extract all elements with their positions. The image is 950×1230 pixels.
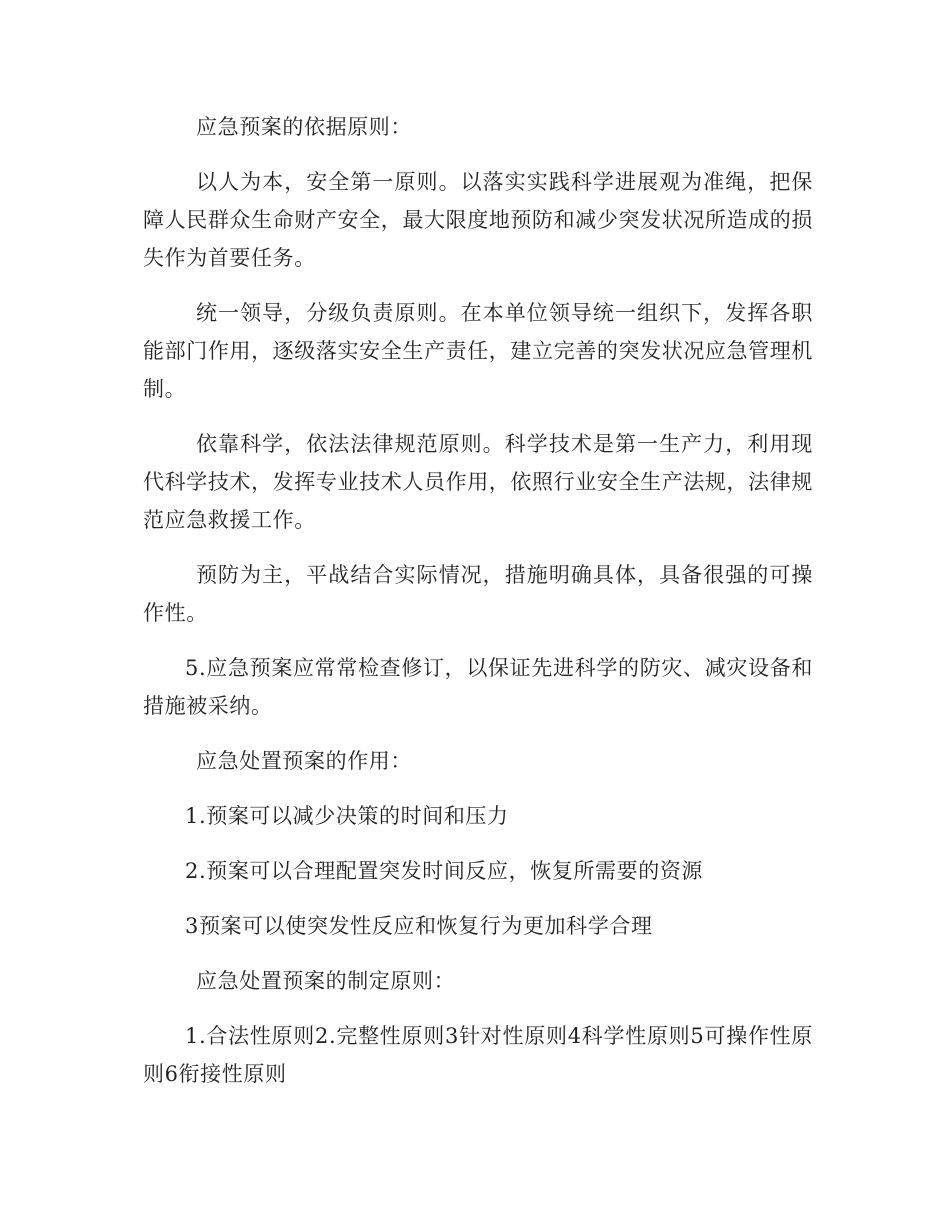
document-body — [143, 108, 813, 1110]
paragraph-prevention-first: 预防为主，平战结合实际情况，措施明确具体，具备很强的可操作性。 — [143, 563, 813, 625]
paragraph-item-5-revision: 5.应急预案应常常检查修订，以保证先进科学的防灾、减灾设备和措施被采纳。 — [143, 656, 813, 718]
list-item-function-1: 1.预案可以减少决策的时间和压力 — [185, 804, 509, 828]
heading-basis-principles: 应急预案的依据原则： — [196, 115, 412, 139]
paragraph-principles-list: 1.合法性原则2.完整性原则3针对性原则4科学性原则5可操作性原则6衔接性原则 — [143, 1024, 813, 1086]
paragraph-unified-leadership: 统一领导，分级负责原则。在本单位领导统一组织下，发挥各职能部门作用，逐级落实安全生产责任，建立完善的突发状况应急管理机制。 — [143, 301, 813, 401]
paragraph-rely-on-science: 依靠科学，依法法律规范原则。科学技术是第一生产力，利用现代科学技术，发挥专业技术人员作用，依照行业安全生产法规，法律规范应急救援工作。 — [143, 432, 813, 532]
list-item-function-2: 2.预案可以合理配置突发时间反应，恢复所需要的资源 — [185, 859, 704, 883]
heading-plan-functions: 应急处置预案的作用： — [196, 749, 412, 773]
paragraph-people-first: 以人为本，安全第一原则。以落实实践科学进展观为准绳，把保障人民群众生命财产安全，最大限度地预防和减少突发状况所造成的损失作为首要任务。 — [143, 170, 813, 270]
list-item-function-3: 3预案可以使突发性反应和恢复行为更加科学合理 — [185, 914, 653, 938]
heading-formulation-principles: 应急处置预案的制定原则： — [196, 969, 456, 993]
